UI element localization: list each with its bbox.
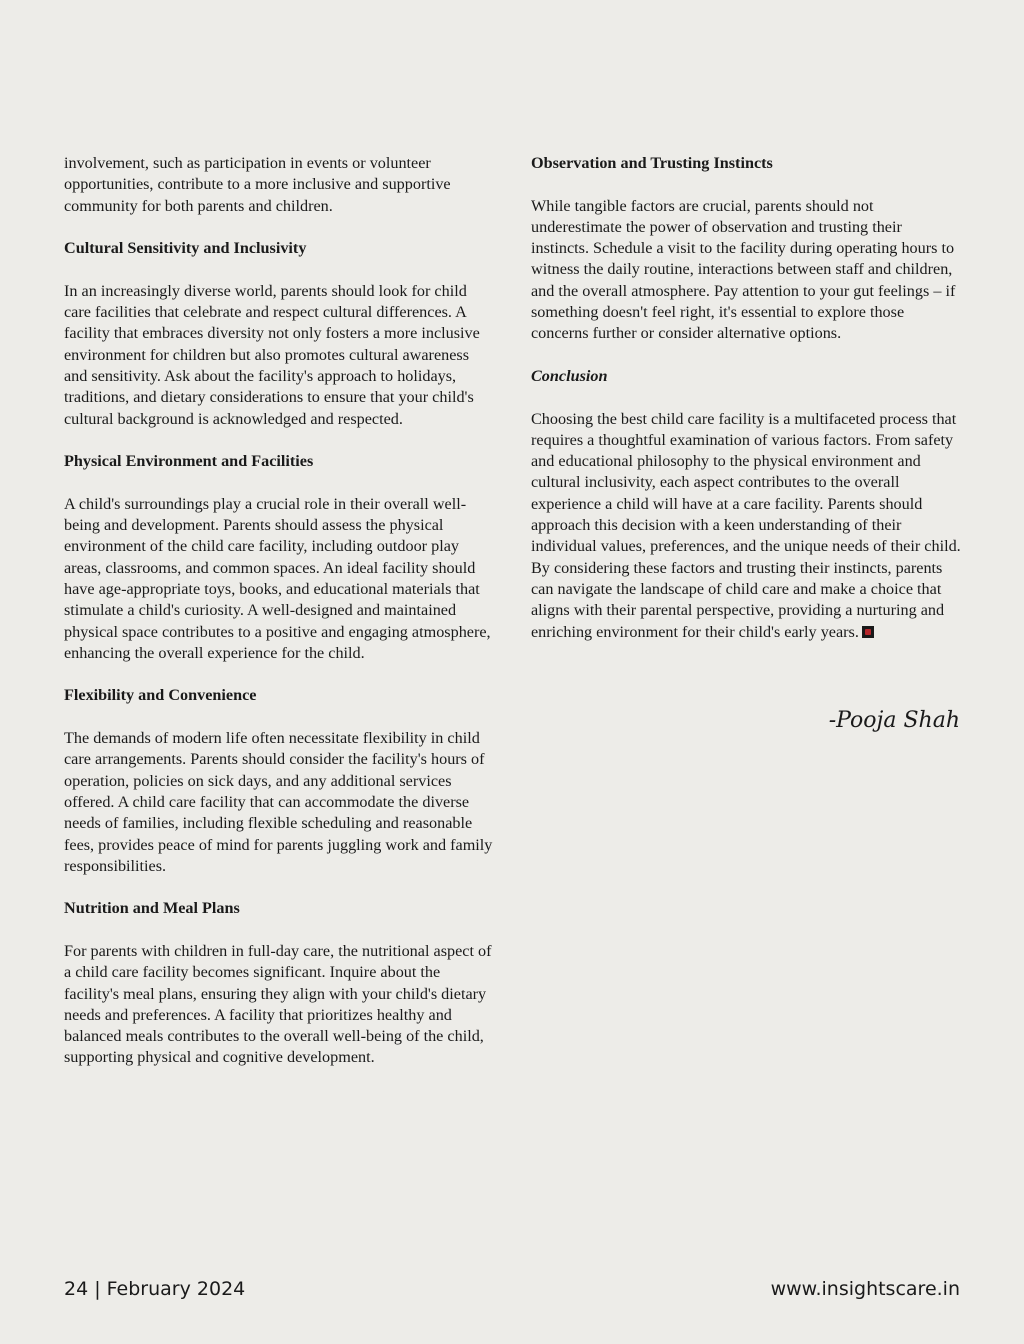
- section-heading-flexibility: Flexibility and Convenience: [64, 686, 257, 705]
- section-heading-conclusion: Conclusion: [531, 366, 608, 385]
- section-heading-nutrition: Nutrition and Meal Plans: [64, 899, 240, 918]
- section-body-conclusion-wrapper: [531, 409, 963, 643]
- end-mark-icon: [862, 626, 874, 638]
- section-body-observation: While tangible factors are crucial, parents should not underestimate the power of observation and trusting their instincts. Schedule a visit to the facility during operating hours to witness the daily routine, interactions between staff and children, and the overall atmosphere. Pay attention to your gut feelings – if something doesn't feel right, it's essential to explore those concerns further or consider alternative options.: [531, 196, 956, 343]
- footer-website: www.insightscare.in: [770, 1278, 960, 1300]
- intro-paragraph: involvement, such as participation in events or volunteer opportunities, contribute to a more inclusive and supportive community for both parents and children.: [64, 154, 451, 215]
- section-body-cultural-sensitivity: In an increasingly diverse world, parents should look for child care facilities that celebrate and respect cultural differences. A facility that embraces diversity not only fosters a more inclusive environment for children but also promotes cultural awareness and sensitivity. Ask about the facility's approach to holidays, traditions, and dietary considerations to ensure that your child's cultural background is acknowledged and respected.: [64, 281, 480, 428]
- section-heading-observation: Observation and Trusting Instincts: [531, 154, 773, 172]
- section-body-flexibility: The demands of modern life often necessitate flexibility in child care arrangements. Parents should consider the facility's hours of operation, policies on sick days, and any additional services offered. A child care facility that can accommodate the diverse needs of families, including flexible scheduling and reasonable fees, provides peace of mind for parents juggling work and family responsibilities.: [64, 729, 493, 875]
- section-heading-cultural-sensitivity: Cultural Sensitivity and Inclusivity: [64, 239, 307, 258]
- left-column: [64, 153, 494, 1090]
- right-column: [531, 153, 963, 664]
- section-body-physical-environment: A child's surroundings play a crucial role in their overall well-being and development. Parents should assess the physical environment of the child care facility, including outdoor play areas, classrooms, and common spaces. An ideal facility should have age-appropriate toys, books, and educational materials that stimulate a child's curiosity. A well-designed and maintained physical space contributes to a positive and engaging atmosphere, enhancing the overall experience for the child.: [64, 494, 491, 662]
- section-body-conclusion: Choosing the best child care facility is a multifaceted process that requires a thoughtful examination of various factors. From safety and educational philosophy to the physical environment and cultural inclusivity, each aspect contributes to the overall experience a child will have at a care facility. Parents should approach this decision with a keen understanding of their individual values, preferences, and the unique needs of their child. By considering these factors and trusting their instincts, parents can navigate the landscape of child care and make a choice that aligns with their parental perspective, providing a nurturing and enriching environment for their child's early years.: [531, 409, 961, 641]
- author-signature: -Pooja Shah: [828, 708, 960, 733]
- section-heading-physical-environment: Physical Environment and Facilities: [64, 452, 314, 471]
- section-body-nutrition: For parents with children in full-day care, the nutritional aspect of a child care facility becomes significant. Inquire about the facility's meal plans, ensuring they align with your child's dietary needs and preferences. A facility that prioritizes healthy and balanced meals contributes to the overall well-being of the child, supporting physical and cognitive development.: [64, 941, 492, 1067]
- footer-page-info: 24 | February 2024: [64, 1278, 246, 1300]
